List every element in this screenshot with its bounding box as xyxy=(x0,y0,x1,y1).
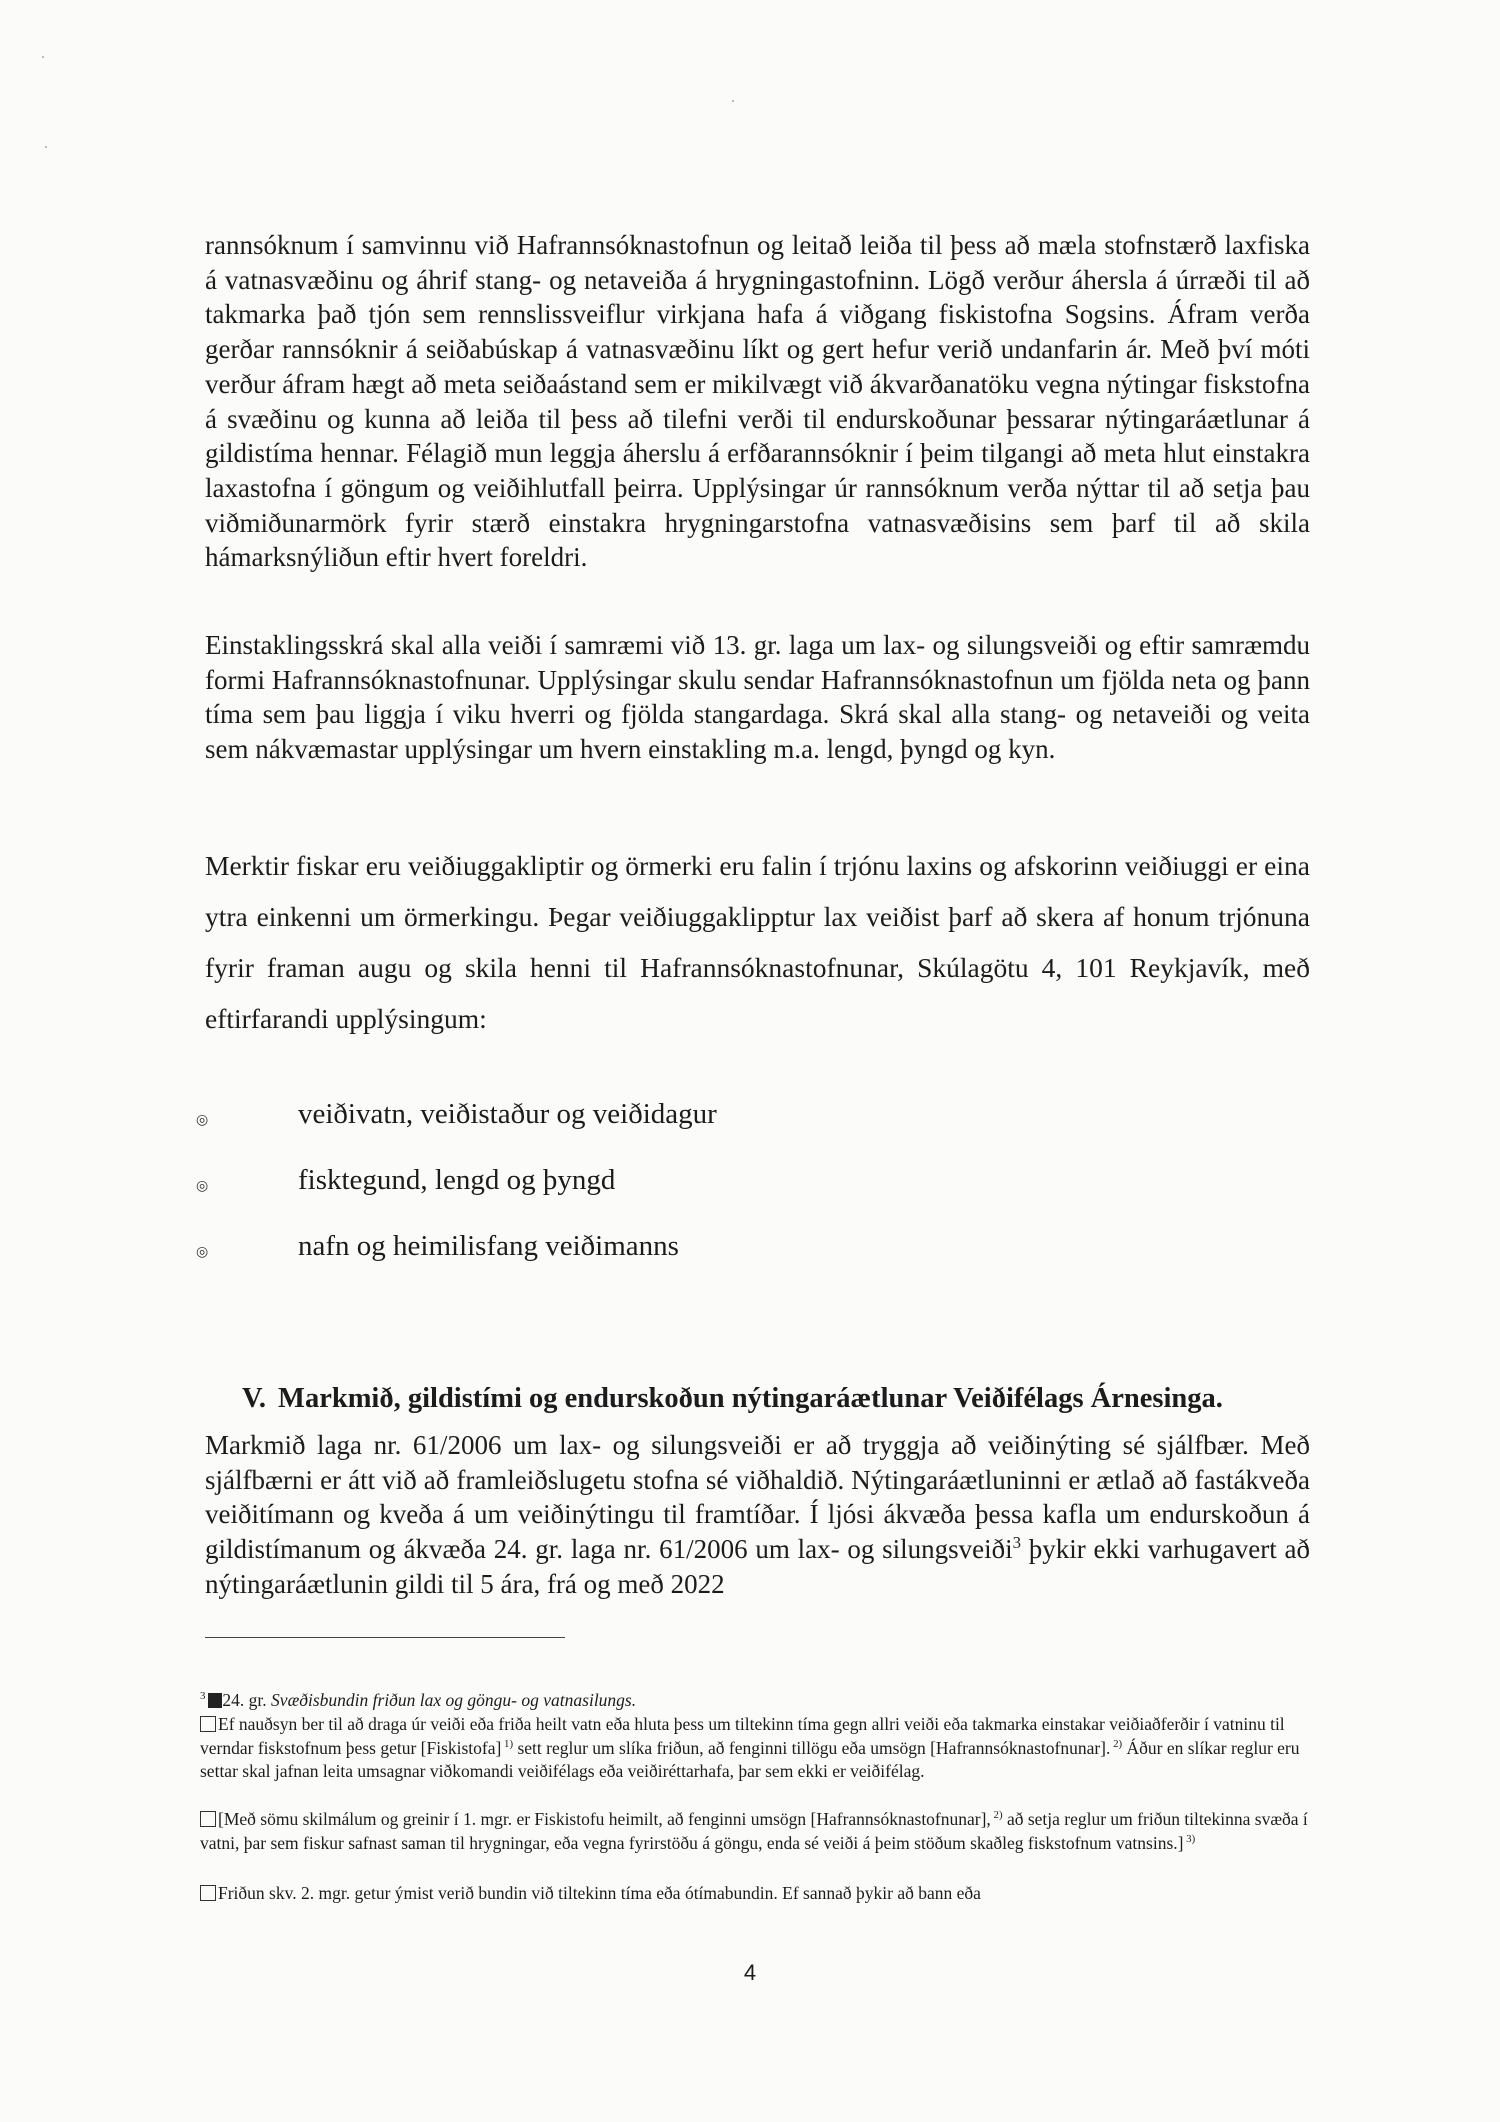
section-number: V. xyxy=(242,1383,267,1414)
footnote-divider xyxy=(205,1637,565,1638)
info-list xyxy=(0,1098,1500,1296)
bullet-icon: ◎ xyxy=(196,1245,209,1260)
footnote-paragraph-2: [Með sömu skilmálum og greinir í 1. mgr. er Fiskistofu heimilt, að fenginni umsögn [Hafrannsóknastofnunar], $^{2)}$ að setja reglur um friðun tiltekinna svæða í vatni, þar sem fiskur safnast saman til hrygningar, eða vegna fyrirstöðu á göngu, enda sé veiði á þeim stöðum skaðleg fiskstofnum vatnsins.] $^{3)}$ xyxy=(200,1809,1308,1853)
footnote-paragraph-3: Friðun skv. 2. mgr. getur ýmist verið bundin við tiltekinn tíma eða ótímabundin. Ef sannað þykir að bann eða xyxy=(200,1882,1310,1906)
paragraph-objectives: Markmið laga nr. 61/2006 um lax- og silungsveiði er að tryggja að veiðinýting sé sjálfbær. Með sjálfbærni er átt við að framleiðslugetu stofna sé viðhaldið. Nýtingaráætluninni er ætlað að fastákveða veiðitímann og kveða á um veiðinýtingu til framtíðar. Í ljósi ákvæða þessa kafla um endurskoðun á gildistímanum og ákvæða 24. gr. laga nr. 61/2006 um lax- og silungsveiði$^3$ þykir ekki varhugavert að nýtingaráætlunin gildi til 5 ára, frá og með 2022 xyxy=(205,1430,1310,1599)
footnote-title: $^3$ 24. gr. Svæðisbundin friðun lax og göngu- og vatnasilungs. xyxy=(200,1690,637,1710)
checkbox-square-icon xyxy=(200,1885,216,1901)
footnote-ref: 3 xyxy=(1012,1533,1022,1553)
paragraph-research: rannsóknum í samvinnu við Hafrannsóknastofnun og leitað leiða til þess að mæla stofnstærð laxfiska á vatnasvæðinu og áhrif stang- og netaveiða á hrygningastofninn. Lögð verður áhersla á úrræði til að takmarka það tjón sem rennslissveiflur virkjana hafa á viðgang fiskistofna Sogsins. Áfram verða gerðar rannsóknir á seiðabúskap á vatnasvæðinu líkt og gert hefur verið undanfarin ár. Með því móti verður áfram hægt að meta seiðaástand sem er mikilvægt við ákvarðanatöku vegna nýtingar fiskstofna á svæðinu og kunna að leiða til þess að tilefni verði til endurskoðunar þessarar nýtingaráætlunar á gildistíma hennar. Félagið mun leggja áherslu á erfðarannsóknir í þeim tilgangi að meta hlut einstakra laxastofna í göngum og veiðihlutfall þeirra. Upplýsingar úr rannsóknum verða nýttar til að setja þau viðmiðunarmörk fyrir stærð einstakra hrygningarstofna vatnasvæðisins sem þarf til að skila hámarksnýliðun eftir hvert foreldri. xyxy=(205,230,1310,573)
section-title: Markmið, gildistími og endurskoðun nýtingaráætlunar Veiðifélags Árnesinga. xyxy=(278,1383,1223,1414)
bullet-icon: ◎ xyxy=(196,1179,209,1194)
footnote-marker: 3 xyxy=(200,1690,206,1703)
scan-speck xyxy=(45,146,47,148)
bullet-icon: ◎ xyxy=(196,1113,209,1128)
section-heading xyxy=(242,1383,1312,1415)
list-item: ◎ fisktegund, lengd og þyngd xyxy=(196,1164,616,1196)
checkbox-square-icon xyxy=(200,1811,216,1827)
list-item: ◎ nafn og heimilisfang veiðimanns xyxy=(196,1230,679,1262)
checkbox-square-icon xyxy=(200,1716,216,1732)
black-square-icon xyxy=(208,1693,222,1708)
footnote-paragraph-1: Ef nauðsyn ber til að draga úr veiði eða friða heilt vatn eða hluta þess um tiltekinn tíma gegn allri veiði eða takmarka einstakar veiðiaðferðir í vatninu til verndar fiskstofnum þess getur [Fiskistofa] $^{1)}$ sett reglur um slíka friðun, að fenginni tillögu eða umsögn [Hafrannsóknastofnunar]. $^{2)}$ Áður en slíkar reglur eru settar skal jafnan leita umsagnar viðkomandi veiðifélags eða veiðiréttarhafa, þar sem ekki er veiðifélag. xyxy=(200,1714,1300,1782)
paragraph-catch-registration: Einstaklingsskrá skal alla veiði í samræmi við 13. gr. laga um lax- og silungsveiði og eftir samræmdu formi Hafrannsóknastofnunar. Upplýsingar skulu sendar Hafrannsóknastofnun um fjölda neta og þann tíma sem þau liggja í viku hverri og fjölda stangardaga. Skrá skal alla stang- og netaveiði og veita sem nákvæmastar upplýsingar um hvern einstakling m.a. lengd, þyngd og kyn. xyxy=(205,630,1310,765)
paragraph-tagged-fish: Merktir fiskar eru veiðiuggakliptir og örmerki eru falin í trjónu laxins og afskorinn veiðiuggi er eina ytra einkenni um örmerkingu. Þegar veiðiuggaklipptur lax veiðist þarf að skera af honum trjónuna fyrir framan augu og skila henni til Hafrannsóknastofnunar, Skúlagötu 4, 101 Reykjavík, með eftirfarandi upplýsingum: xyxy=(205,850,1310,1034)
page-number: 4 xyxy=(743,1960,757,1985)
list-item: ◎ veiðivatn, veiðistaður og veiðidagur xyxy=(196,1098,717,1130)
scan-speck xyxy=(42,56,44,58)
scan-speck xyxy=(732,100,734,102)
